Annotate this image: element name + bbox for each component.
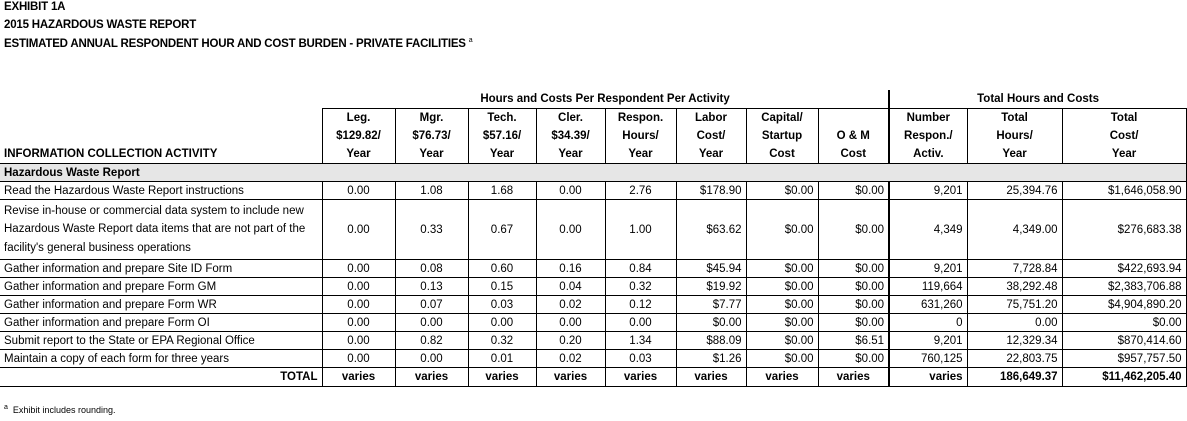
cell-mgr: 1.08 — [395, 182, 468, 200]
col-leg-line2: $129.82/ — [322, 127, 395, 145]
cell-activity: Read the Hazardous Waste Report instructions — [0, 182, 322, 200]
cell-respon-hours: 0.03 — [605, 350, 676, 368]
cell-activity: Maintain a copy of each form for three years — [0, 350, 322, 368]
cell-respon-hours: 0.32 — [605, 278, 676, 296]
cell-number-respon: 0 — [889, 314, 967, 332]
column-header-row-2 — [0, 127, 1186, 145]
cell-total-cost: $4,904,890.20 — [1062, 296, 1186, 314]
cell-number-respon: 9,201 — [889, 260, 967, 278]
cell-total-cost: $276,683.38 — [1062, 200, 1186, 260]
cell-tech: 1.68 — [468, 182, 536, 200]
cell-tech: 0.01 — [468, 350, 536, 368]
table-row — [0, 350, 1186, 368]
group-header-row — [0, 90, 1186, 109]
col-number-respon-line1: Number — [889, 109, 967, 128]
cell-total-cost: $957,757.50 — [1062, 350, 1186, 368]
col-tech-line3: Year — [468, 145, 536, 164]
cell-total-hours: 4,349.00 — [967, 200, 1062, 260]
cell-tech: 0.03 — [468, 296, 536, 314]
cell-respon-hours: 1.34 — [605, 332, 676, 350]
report-subtitle — [4, 37, 472, 50]
total-cell: varies — [395, 368, 468, 387]
col-mgr-line3: Year — [395, 145, 468, 164]
table-row — [0, 314, 1186, 332]
cell-total-hours: 25,394.76 — [967, 182, 1062, 200]
cell-cler: 0.02 — [536, 350, 605, 368]
cell-cler: 0.00 — [536, 314, 605, 332]
col-tech-line1: Tech. — [468, 109, 536, 128]
group-header-totals: Total Hours and Costs — [889, 90, 1186, 109]
column-header-row-1 — [0, 109, 1186, 128]
cell-om-cost: $0.00 — [818, 350, 889, 368]
cell-capital-cost: $0.00 — [746, 332, 818, 350]
cell-labor-cost: $88.09 — [676, 332, 746, 350]
col-capital-line3: Cost — [746, 145, 818, 164]
cell-om-cost: $6.51 — [818, 332, 889, 350]
cell-leg: 0.00 — [322, 182, 395, 200]
col-total-hours-line1: Total — [967, 109, 1062, 128]
footnote-marker: a — [4, 404, 8, 411]
col-om-line1 — [818, 109, 889, 128]
col-respon-hours-line3: Year — [605, 145, 676, 164]
col-om-line3: Cost — [818, 145, 889, 164]
footnote — [4, 404, 116, 415]
col-number-respon-line2: Respon./ — [889, 127, 967, 145]
cell-om-cost: $0.00 — [818, 296, 889, 314]
cell-activity: Gather information and prepare Form WR — [0, 296, 322, 314]
cell-number-respon: 4,349 — [889, 200, 967, 260]
total-cell: varies — [818, 368, 889, 387]
total-cell: varies — [322, 368, 395, 387]
cell-total-hours: 12,329.34 — [967, 332, 1062, 350]
cell-total-cost: $422,693.94 — [1062, 260, 1186, 278]
col-labor-cost-line3: Year — [676, 145, 746, 164]
cell-tech: 0.00 — [468, 314, 536, 332]
cell-respon-hours: 0.00 — [605, 314, 676, 332]
cell-cler: 0.20 — [536, 332, 605, 350]
cell-om-cost: $0.00 — [818, 278, 889, 296]
subtitle-footnote-marker: a — [468, 37, 473, 44]
cell-respon-hours: 2.76 — [605, 182, 676, 200]
cell-labor-cost: $63.62 — [676, 200, 746, 260]
table-body — [0, 182, 1186, 368]
col-labor-cost-line2: Cost/ — [676, 127, 746, 145]
cell-leg: 0.00 — [322, 278, 395, 296]
col-om-line2: O & M — [818, 127, 889, 145]
cell-total-hours: 7,728.84 — [967, 260, 1062, 278]
cell-leg: 0.00 — [322, 200, 395, 260]
cell-om-cost: $0.00 — [818, 260, 889, 278]
total-cell: varies — [676, 368, 746, 387]
col-cler-line2: $34.39/ — [536, 127, 605, 145]
col-total-cost-line1: Total — [1062, 109, 1186, 128]
col-cler-line1: Cler. — [536, 109, 605, 128]
cell-mgr: 0.07 — [395, 296, 468, 314]
cell-labor-cost: $45.94 — [676, 260, 746, 278]
col-total-hours-line2: Hours/ — [967, 127, 1062, 145]
report-subtitle-text: ESTIMATED ANNUAL RESPONDENT HOUR AND COST BURDEN - PRIVATE FACILITIES — [4, 37, 466, 50]
cell-leg: 0.00 — [322, 314, 395, 332]
col-total-cost-line3: Year — [1062, 145, 1186, 164]
cell-capital-cost: $0.00 — [746, 314, 818, 332]
cell-labor-cost: $178.90 — [676, 182, 746, 200]
cell-total-cost: $2,383,706.88 — [1062, 278, 1186, 296]
cell-activity: Revise in-house or commercial data system to include new Hazardous Waste Report data items that are not part of the facility's general business operations — [0, 200, 322, 260]
cell-om-cost: $0.00 — [818, 182, 889, 200]
col-labor-cost-line1: Labor — [676, 109, 746, 128]
table-row — [0, 260, 1186, 278]
cell-cler: 0.00 — [536, 182, 605, 200]
cell-tech: 0.15 — [468, 278, 536, 296]
cell-leg: 0.00 — [322, 332, 395, 350]
section-row — [0, 164, 1186, 182]
burden-table — [0, 90, 1187, 387]
column-header-row-3 — [0, 145, 1186, 164]
cell-number-respon: 9,201 — [889, 182, 967, 200]
total-cell: varies — [536, 368, 605, 387]
cell-capital-cost: $0.00 — [746, 260, 818, 278]
cell-respon-hours: 1.00 — [605, 200, 676, 260]
col-cler-line3: Year — [536, 145, 605, 164]
col-respon-hours-line1: Respon. — [605, 109, 676, 128]
cell-mgr: 0.82 — [395, 332, 468, 350]
cell-total-hours: 75,751.20 — [967, 296, 1062, 314]
table-row — [0, 182, 1186, 200]
cell-total-hours: 38,292.48 — [967, 278, 1062, 296]
table-row — [0, 278, 1186, 296]
cell-total-hours: 22,803.75 — [967, 350, 1062, 368]
exhibit-label: EXHIBIT 1A — [4, 1, 66, 13]
col-leg-line1: Leg. — [322, 109, 395, 128]
col-total-hours-line3: Year — [967, 145, 1062, 164]
table-row — [0, 296, 1186, 314]
cell-activity: Submit report to the State or EPA Regional Office — [0, 332, 322, 350]
total-cost-value: $11,462,205.40 — [1062, 368, 1186, 387]
cell-leg: 0.00 — [322, 296, 395, 314]
cell-cler: 0.16 — [536, 260, 605, 278]
cell-number-respon: 9,201 — [889, 332, 967, 350]
cell-cler: 0.04 — [536, 278, 605, 296]
cell-leg: 0.00 — [322, 260, 395, 278]
cell-capital-cost: $0.00 — [746, 278, 818, 296]
cell-labor-cost: $1.26 — [676, 350, 746, 368]
table-row — [0, 200, 1186, 260]
cell-cler: 0.02 — [536, 296, 605, 314]
cell-mgr: 0.08 — [395, 260, 468, 278]
col-tech-line2: $57.16/ — [468, 127, 536, 145]
cell-om-cost: $0.00 — [818, 200, 889, 260]
report-title: 2015 HAZARDOUS WASTE REPORT — [4, 19, 197, 31]
col-leg-line3: Year — [322, 145, 395, 164]
total-cell: varies — [889, 368, 967, 387]
cell-number-respon: 631,260 — [889, 296, 967, 314]
cell-activity: Gather information and prepare Site ID Form — [0, 260, 322, 278]
cell-number-respon: 760,125 — [889, 350, 967, 368]
col-mgr-line2: $76.73/ — [395, 127, 468, 145]
footnote-text: Exhibit includes rounding. — [12, 405, 116, 415]
total-cell: varies — [605, 368, 676, 387]
cell-labor-cost: $19.92 — [676, 278, 746, 296]
total-cell: varies — [468, 368, 536, 387]
cell-total-cost: $1,646,058.90 — [1062, 182, 1186, 200]
cell-capital-cost: $0.00 — [746, 350, 818, 368]
cell-mgr: 0.13 — [395, 278, 468, 296]
cell-capital-cost: $0.00 — [746, 296, 818, 314]
cell-leg: 0.00 — [322, 350, 395, 368]
total-label: TOTAL — [0, 368, 322, 387]
cell-labor-cost: $7.77 — [676, 296, 746, 314]
table-row — [0, 332, 1186, 350]
total-hours-value: 186,649.37 — [967, 368, 1062, 387]
activity-column-header: INFORMATION COLLECTION ACTIVITY — [4, 148, 218, 160]
section-label: Hazardous Waste Report — [0, 164, 1186, 182]
cell-total-cost: $0.00 — [1062, 314, 1186, 332]
col-total-cost-line2: Cost/ — [1062, 127, 1186, 145]
cell-cler: 0.00 — [536, 200, 605, 260]
total-row — [0, 368, 1186, 387]
cell-mgr: 0.00 — [395, 350, 468, 368]
cell-om-cost: $0.00 — [818, 314, 889, 332]
col-respon-hours-line2: Hours/ — [605, 127, 676, 145]
col-capital-line1: Capital/ — [746, 109, 818, 128]
cell-tech: 0.32 — [468, 332, 536, 350]
cell-tech: 0.67 — [468, 200, 536, 260]
cell-number-respon: 119,664 — [889, 278, 967, 296]
col-number-respon-line3: Activ. — [889, 145, 967, 164]
cell-tech: 0.60 — [468, 260, 536, 278]
cell-mgr: 0.00 — [395, 314, 468, 332]
cell-total-hours: 0.00 — [967, 314, 1062, 332]
cell-activity: Gather information and prepare Form GM — [0, 278, 322, 296]
cell-mgr: 0.33 — [395, 200, 468, 260]
cell-activity: Gather information and prepare Form OI — [0, 314, 322, 332]
cell-respon-hours: 0.84 — [605, 260, 676, 278]
cell-labor-cost: $0.00 — [676, 314, 746, 332]
total-cell: varies — [746, 368, 818, 387]
cell-respon-hours: 0.12 — [605, 296, 676, 314]
group-header-per-respondent: Hours and Costs Per Respondent Per Activity — [322, 90, 889, 109]
cell-total-cost: $870,414.60 — [1062, 332, 1186, 350]
cell-capital-cost: $0.00 — [746, 200, 818, 260]
col-capital-line2: Startup — [746, 127, 818, 145]
cell-capital-cost: $0.00 — [746, 182, 818, 200]
col-mgr-line1: Mgr. — [395, 109, 468, 128]
